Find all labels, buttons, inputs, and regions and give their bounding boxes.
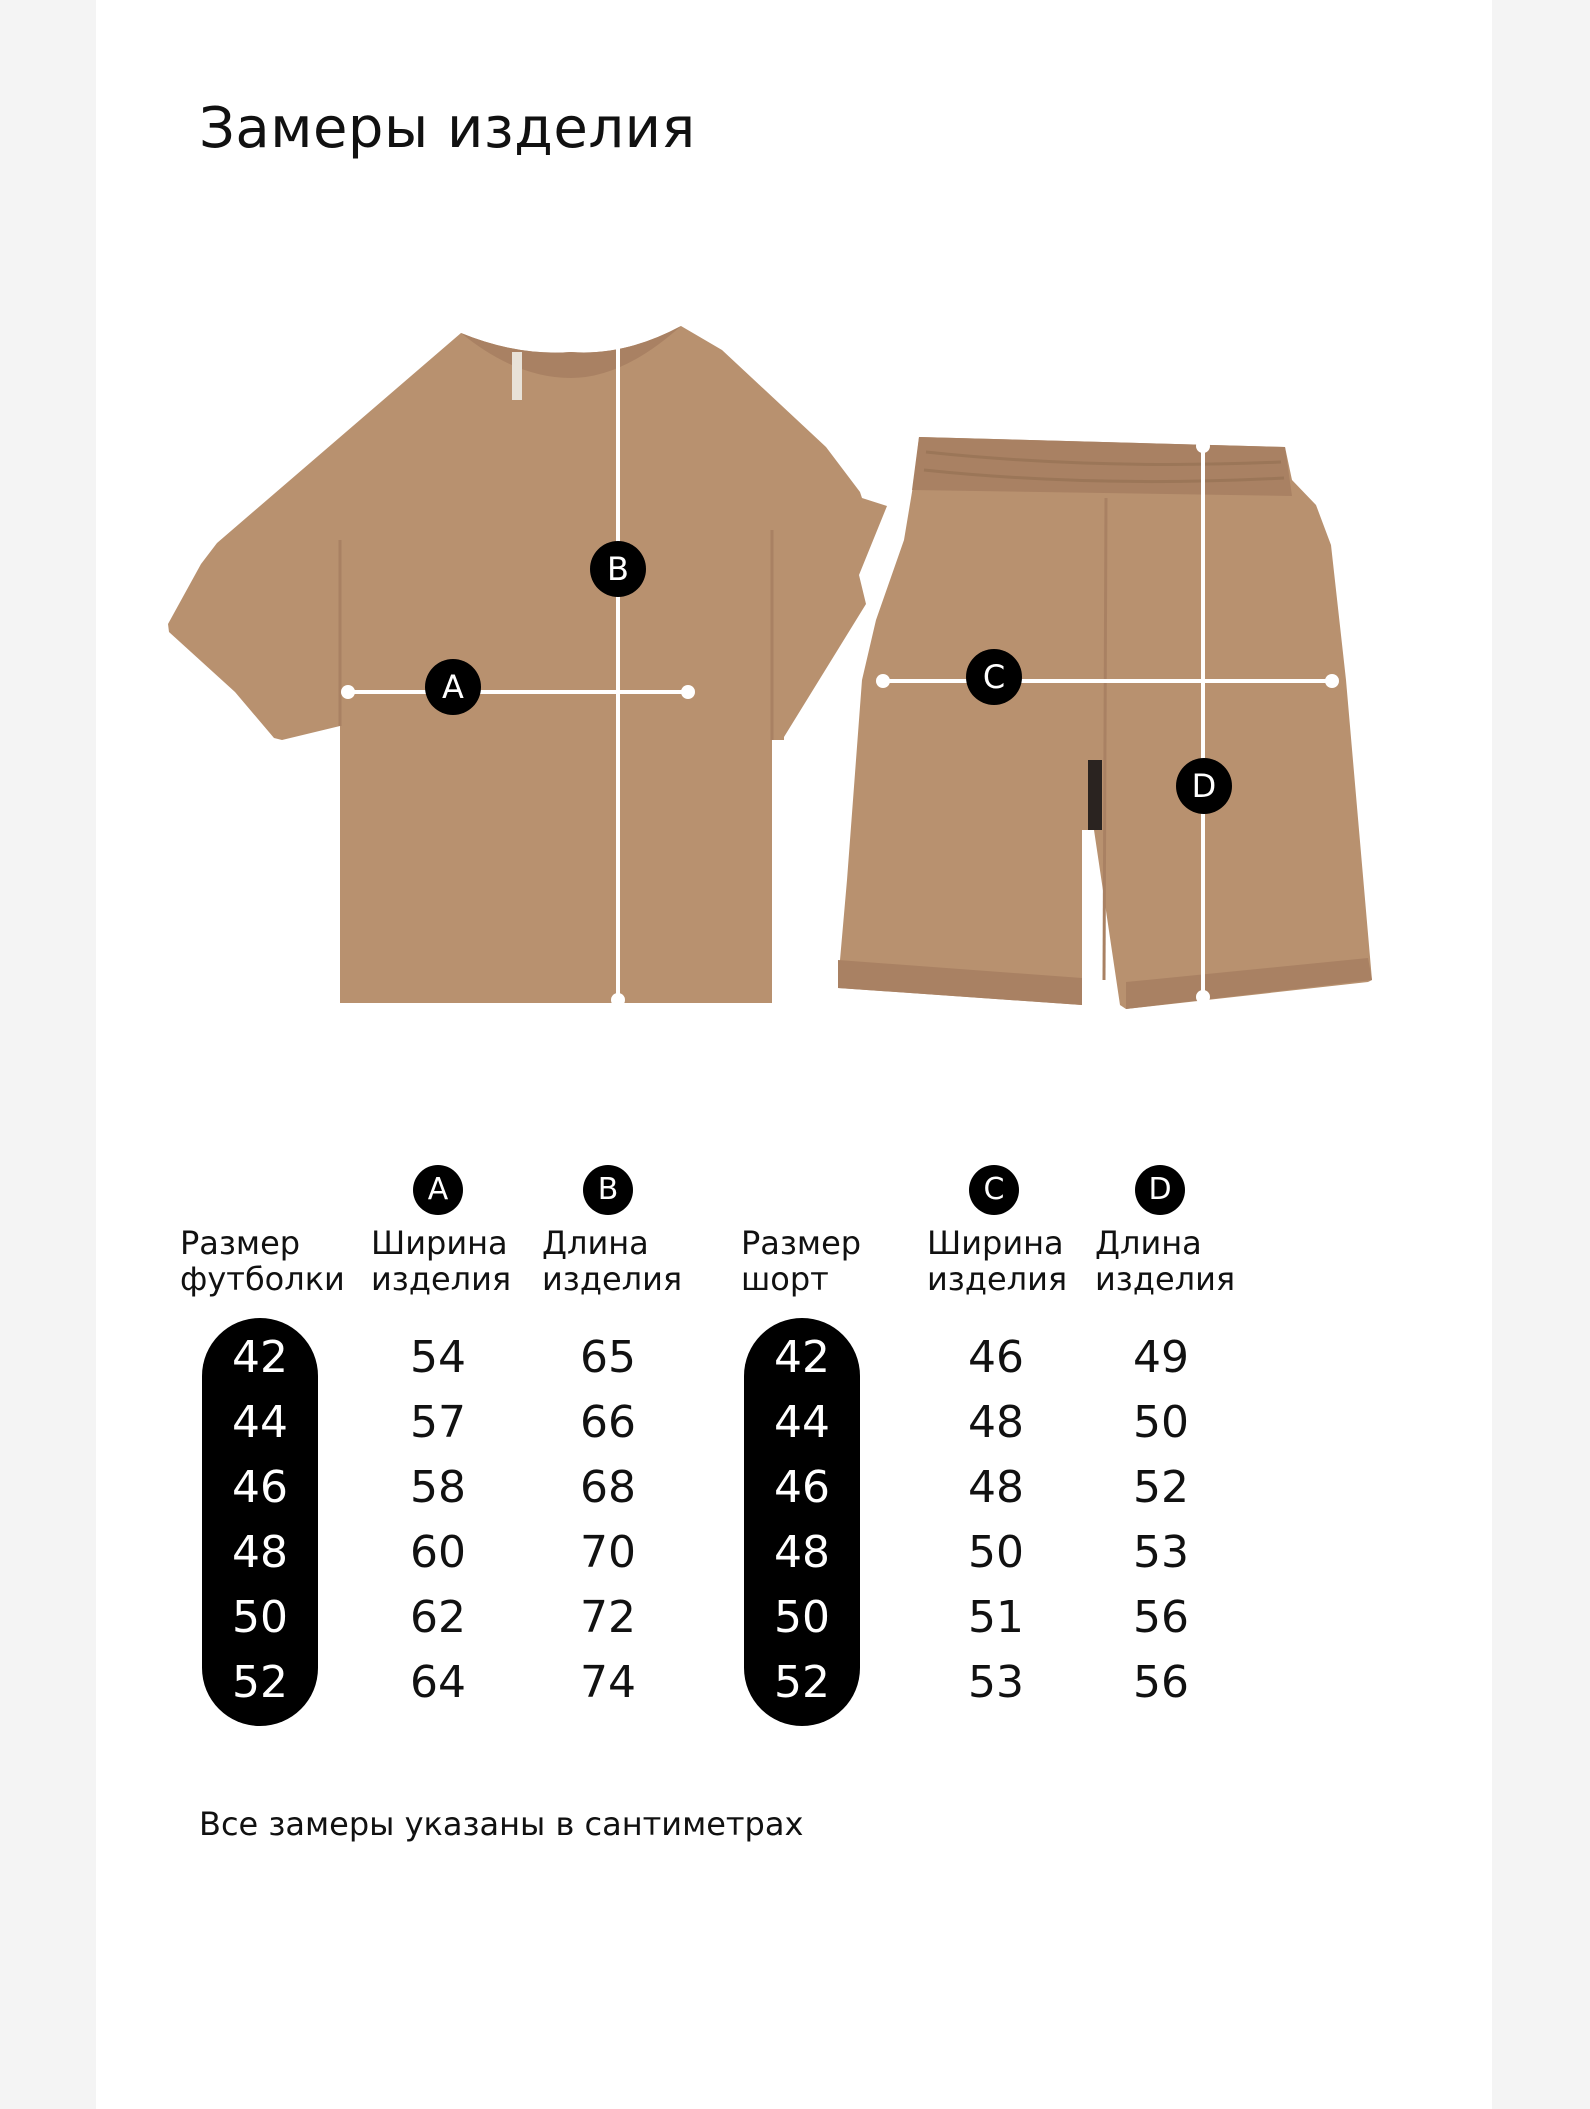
table-cell-width: 62 <box>410 1592 466 1643</box>
table-cell-length: 50 <box>1133 1397 1189 1448</box>
table-cell-width: 51 <box>968 1592 1024 1643</box>
marker-c <box>966 649 1022 705</box>
page-title: Замеры изделия <box>199 96 696 161</box>
shorts-size-header: Размер шорт <box>741 1224 862 1298</box>
footnote: Все замеры указаны в сантиметрах <box>199 1805 804 1843</box>
column-marker-c: C <box>969 1165 1019 1215</box>
marker-d <box>1176 758 1232 814</box>
table-cell-width: 48 <box>968 1462 1024 1513</box>
tshirt-size-header: Размер футболки <box>180 1224 345 1298</box>
table-cell-width: 53 <box>968 1657 1024 1708</box>
table-cell-length: 52 <box>1133 1462 1189 1513</box>
shorts-width-header: Ширина изделия <box>927 1224 1068 1298</box>
table-cell-width: 50 <box>968 1527 1024 1578</box>
table-cell-length: 68 <box>580 1462 636 1513</box>
table-cell-length: 49 <box>1133 1332 1189 1383</box>
table-cell-size: 42 <box>232 1332 288 1383</box>
table-cell-size: 44 <box>232 1397 288 1448</box>
table-cell-size: 44 <box>774 1397 830 1448</box>
svg-text:C: C <box>982 658 1006 696</box>
table-cell-width: 57 <box>410 1397 466 1448</box>
table-cell-length: 53 <box>1133 1527 1189 1578</box>
table-cell-length: 56 <box>1133 1657 1189 1708</box>
table-cell-size: 46 <box>774 1462 830 1513</box>
table-cell-length: 74 <box>580 1657 636 1708</box>
shorts-length-header: Длина изделия <box>1095 1224 1236 1298</box>
table-cell-size: 48 <box>232 1527 288 1578</box>
table-cell-size: 50 <box>774 1592 830 1643</box>
table-cell-length: 70 <box>580 1527 636 1578</box>
table-cell-width: 46 <box>968 1332 1024 1383</box>
table-cell-size: 46 <box>232 1462 288 1513</box>
table-cell-width: 54 <box>410 1332 466 1383</box>
table-cell-length: 65 <box>580 1332 636 1383</box>
table-cell-size: 52 <box>232 1657 288 1708</box>
tshirt-length-header: Длина изделия <box>542 1224 683 1298</box>
size-chart-card <box>96 0 1492 2109</box>
tshirt-width-header: Ширина изделия <box>371 1224 512 1298</box>
column-marker-d: D <box>1135 1165 1185 1215</box>
table-cell-size: 50 <box>232 1592 288 1643</box>
garment-illustration <box>96 0 1492 1100</box>
marker-a <box>425 659 481 715</box>
table-cell-width: 48 <box>968 1397 1024 1448</box>
table-cell-width: 64 <box>410 1657 466 1708</box>
table-cell-width: 58 <box>410 1462 466 1513</box>
table-cell-size: 42 <box>774 1332 830 1383</box>
svg-text:B: B <box>607 550 629 588</box>
svg-text:D: D <box>1191 767 1217 805</box>
table-cell-length: 72 <box>580 1592 636 1643</box>
marker-b <box>590 541 646 597</box>
column-marker-a: A <box>413 1165 463 1215</box>
table-cell-length: 66 <box>580 1397 636 1448</box>
table-cell-size: 48 <box>774 1527 830 1578</box>
svg-text:A: A <box>442 668 464 706</box>
table-cell-length: 56 <box>1133 1592 1189 1643</box>
shorts-image <box>838 437 1372 1009</box>
column-marker-b: B <box>583 1165 633 1215</box>
tshirt-image <box>168 326 887 1003</box>
table-cell-size: 52 <box>774 1657 830 1708</box>
table-cell-width: 60 <box>410 1527 466 1578</box>
